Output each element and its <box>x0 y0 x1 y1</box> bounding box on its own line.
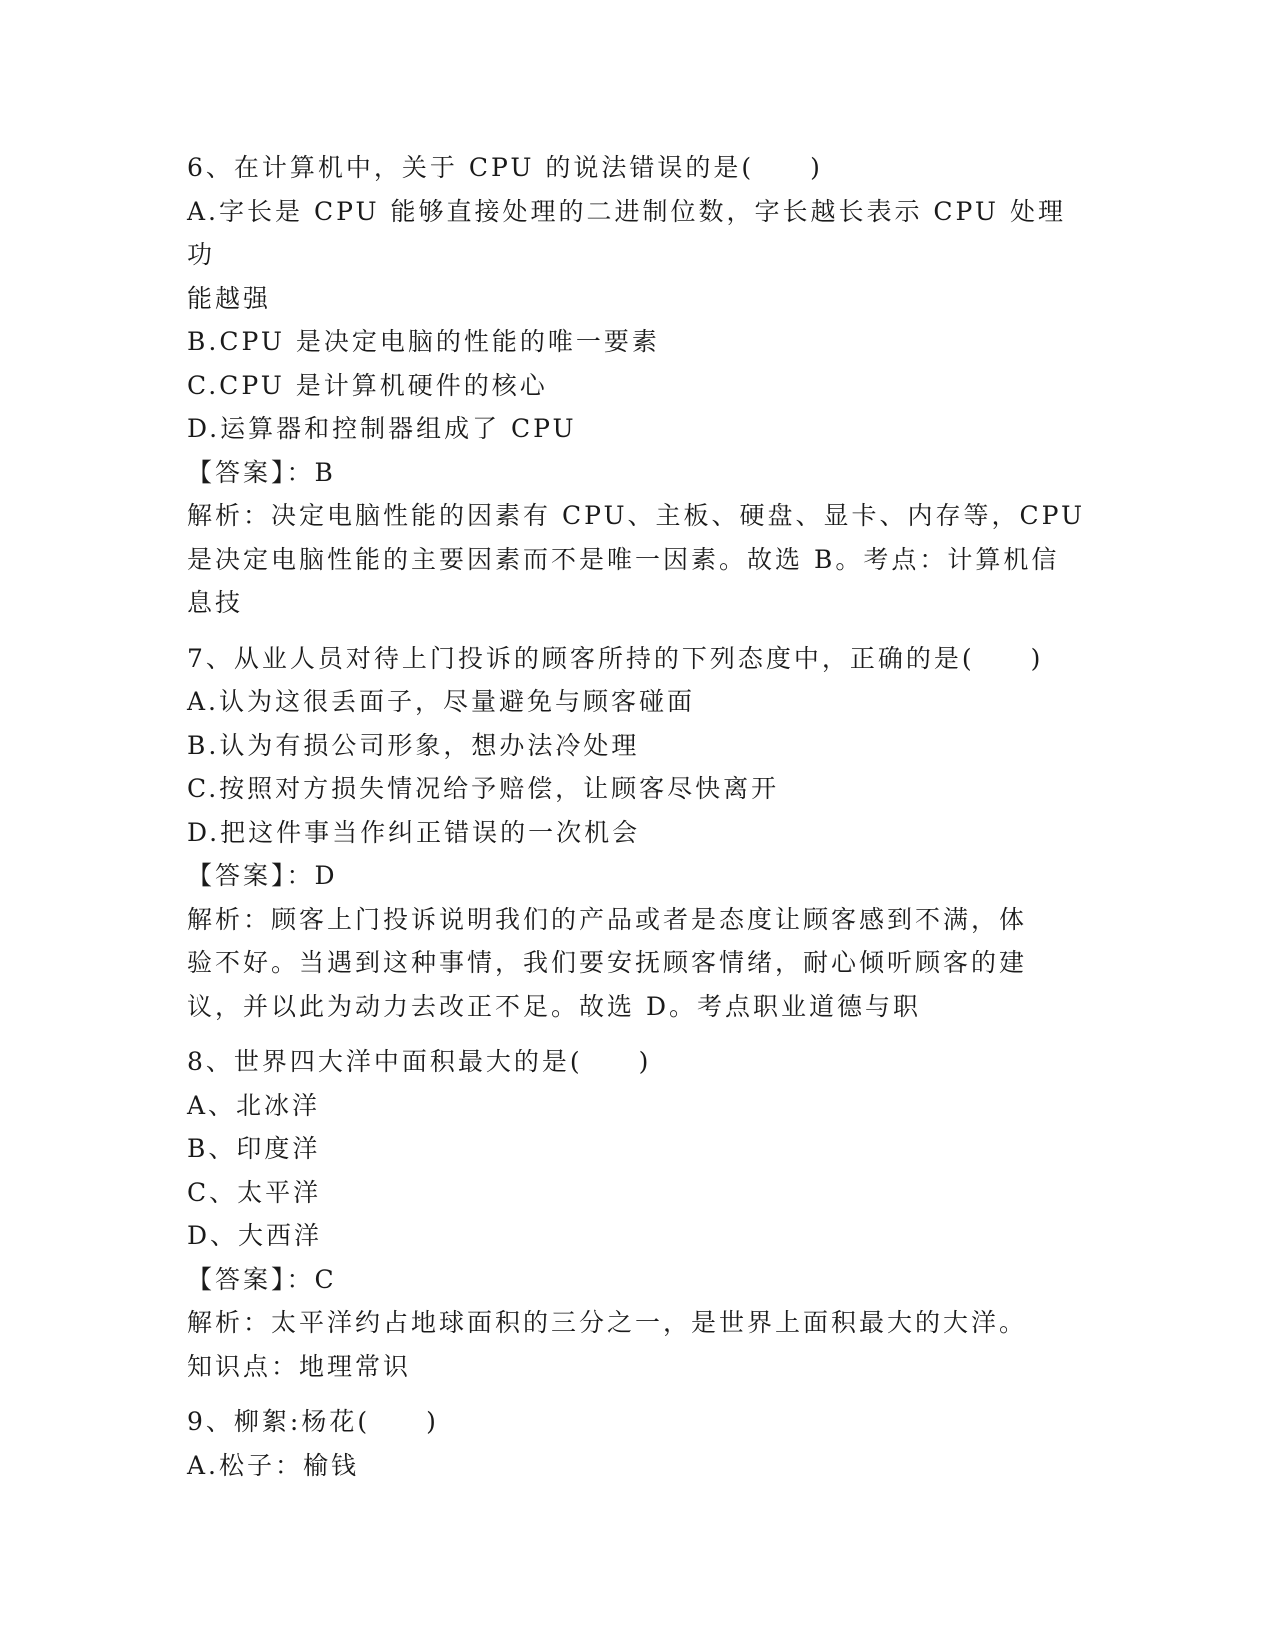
option-d: D.运算器和控制器组成了 CPU <box>187 414 577 443</box>
option-c: C.按照对方损失情况给予赔偿，让顾客尽快离开 <box>187 774 780 803</box>
question-9 <box>187 1400 1087 1487</box>
option-d: D.把这件事当作纠正错误的一次机会 <box>187 817 641 847</box>
option-b: B.CPU 是决定电脑的性能的唯一要素 <box>187 327 660 356</box>
answer-label: 【答案】：B <box>187 457 336 487</box>
question-stem: 8、世界四大洋中面积最大的是( ) <box>187 1047 652 1076</box>
analysis-line: 是决定电脑性能的主要因素而不是唯一因素。故选 B。考点：计算机信 <box>187 544 1060 574</box>
analysis-line: 解析：顾客上门投诉说明我们的产品或者是态度让顾客感到不满，体 <box>187 904 1028 934</box>
analysis-line: 议，并以此为动力去改正不足。故选 D。考点职业道德与职 <box>187 991 921 1021</box>
analysis-line: 验不好。当遇到这种事情，我们要安抚顾客情绪，耐心倾听顾客的建 <box>187 948 1028 977</box>
question-stem: 9、柳絮:杨花( ) <box>187 1407 439 1436</box>
question-6 <box>187 146 1087 625</box>
question-8 <box>187 1040 1087 1388</box>
analysis-line: 知识点：地理常识 <box>187 1351 412 1381</box>
option-a: A.认为这很丢面子，尽量避免与顾客碰面 <box>187 687 696 716</box>
analysis-line: 解析：太平洋约占地球面积的三分之一，是世界上面积最大的大洋。 <box>187 1308 1028 1337</box>
option-d: D、大西洋 <box>187 1221 323 1250</box>
option-c: C、太平洋 <box>187 1177 322 1207</box>
answer-label: 【答案】：C <box>187 1264 337 1294</box>
question-7 <box>187 637 1087 1029</box>
option-a: A.字长是 CPU 能够直接处理的二进制位数，字长越长表示 CPU 处理功 <box>187 196 1066 269</box>
question-stem: 7、从业人员对待上门投诉的顾客所持的下列态度中，正确的是( ) <box>187 643 1044 673</box>
document-page <box>187 146 1087 1499</box>
analysis-line: 解析：决定电脑性能的因素有 CPU、主板、硬盘、显卡、内存等，CPU <box>187 501 1086 530</box>
option-b: B、印度洋 <box>187 1134 321 1163</box>
option-a: A.松子：榆钱 <box>187 1450 360 1480</box>
option-b: B.认为有损公司形象，想办法冷处理 <box>187 730 640 760</box>
option-c: C.CPU 是计算机硬件的核心 <box>187 370 548 400</box>
option-a: A、北冰洋 <box>187 1090 321 1120</box>
question-stem: 6、在计算机中，关于 CPU 的说法错误的是( ) <box>187 153 823 182</box>
option-a-continued: 能越强 <box>187 283 272 313</box>
answer-label: 【答案】：D <box>187 861 338 890</box>
analysis-line: 息技 <box>187 588 244 617</box>
